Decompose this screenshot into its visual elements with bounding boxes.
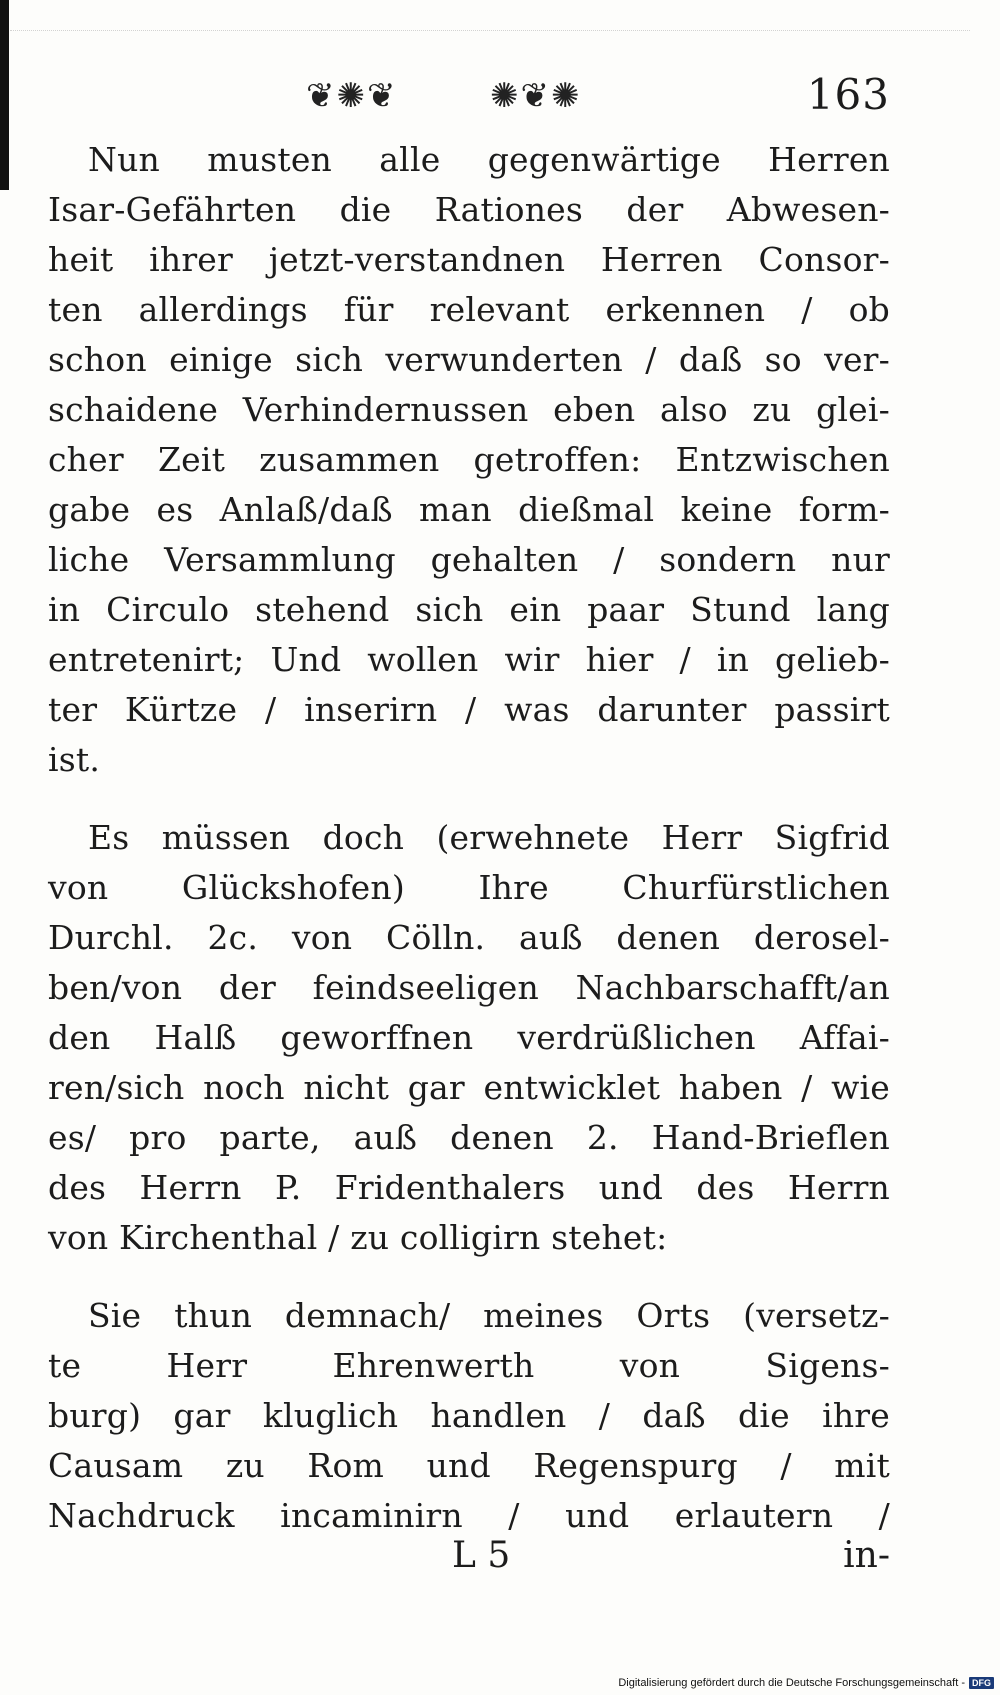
header-ornament-right: ✺❦✺	[490, 76, 582, 116]
paragraph-1	[48, 135, 890, 785]
body-text	[48, 135, 890, 1541]
text-line: ten allerdings für relevant erkennen / ob	[48, 290, 890, 329]
signature-mark: L 5	[452, 1535, 511, 1576]
scan-noise	[10, 30, 970, 55]
text-line: den Halß geworffnen verdrüßlichen Affai-	[48, 1018, 890, 1057]
text-line: von Kirchenthal / zu colligirn stehet:	[48, 1218, 668, 1257]
text-line: Isar-Gefährten die Rationes der Abwesen-	[48, 190, 890, 229]
text-line: Nun musten alle gegenwärtige Herren	[88, 140, 890, 179]
text-line: Nachdruck incaminirn / und erlautern /	[48, 1496, 890, 1535]
text-line: te Herr Ehrenwerth von Sigens-	[48, 1346, 890, 1385]
paragraph-2	[48, 813, 890, 1263]
text-line: schon einige sich verwunderten / daß so ver-	[48, 340, 890, 379]
text-line: cher Zeit zusammen getroffen: Entzwischen	[48, 440, 890, 479]
text-line: entretenirt; Und wollen wir hier / in gelieb-	[48, 640, 890, 679]
page-number: 163	[806, 70, 890, 119]
catchword: in-	[843, 1535, 890, 1576]
page-footer	[48, 1535, 890, 1585]
header-ornament-left: ❦✺❦	[306, 76, 398, 116]
paragraph-gap	[48, 1263, 890, 1291]
text-line: burg) gar kluglich handlen / daß die ihre	[48, 1396, 890, 1435]
text-line: in Circulo stehend sich ein paar Stund lang	[48, 590, 890, 629]
text-line: liche Versammlung gehalten / sondern nur	[48, 540, 890, 579]
paragraph-gap	[48, 785, 890, 813]
text-line: Sie thun demnach/ meines Orts (versetz-	[88, 1296, 890, 1335]
text-line: heit ihrer jetzt-verstandnen Herren Consor-	[48, 240, 890, 279]
dfg-logo: DFG	[969, 1677, 994, 1689]
page-header	[300, 70, 890, 130]
text-line: von Glückshofen) Ihre Churfürstlichen	[48, 868, 890, 907]
text-line: ist.	[48, 740, 101, 779]
text-line: schaidene Verhindernussen eben also zu glei-	[48, 390, 890, 429]
text-line: es/ pro parte, auß denen 2. Hand-Brieflen	[48, 1118, 890, 1157]
text-line: Causam zu Rom und Regenspurg / mit	[48, 1446, 890, 1485]
text-line: Durchl. 2c. von Cölln. auß denen derosel-	[48, 918, 890, 957]
text-line: ren/sich noch nicht gar entwicklet haben / wie	[48, 1068, 890, 1107]
text-line: ter Kürtze / inserirn / was darunter passirt	[48, 690, 890, 729]
credit-text: Digitalisierung gefördert durch die Deutsche Forschungsgemeinschaft -	[618, 1677, 965, 1689]
digitization-credit	[618, 1677, 994, 1689]
text-line: ben/von der feindseeligen Nachbarschafft/an	[48, 968, 890, 1007]
text-line: Es müssen doch (erwehnete Herr Sigfrid	[88, 818, 890, 857]
text-line: gabe es Anlaß/daß man dießmal keine form-	[48, 490, 890, 529]
text-line: des Herrn P. Fridenthalers und des Herrn	[48, 1168, 890, 1207]
paragraph-3	[48, 1291, 890, 1541]
binding-edge	[0, 0, 9, 190]
